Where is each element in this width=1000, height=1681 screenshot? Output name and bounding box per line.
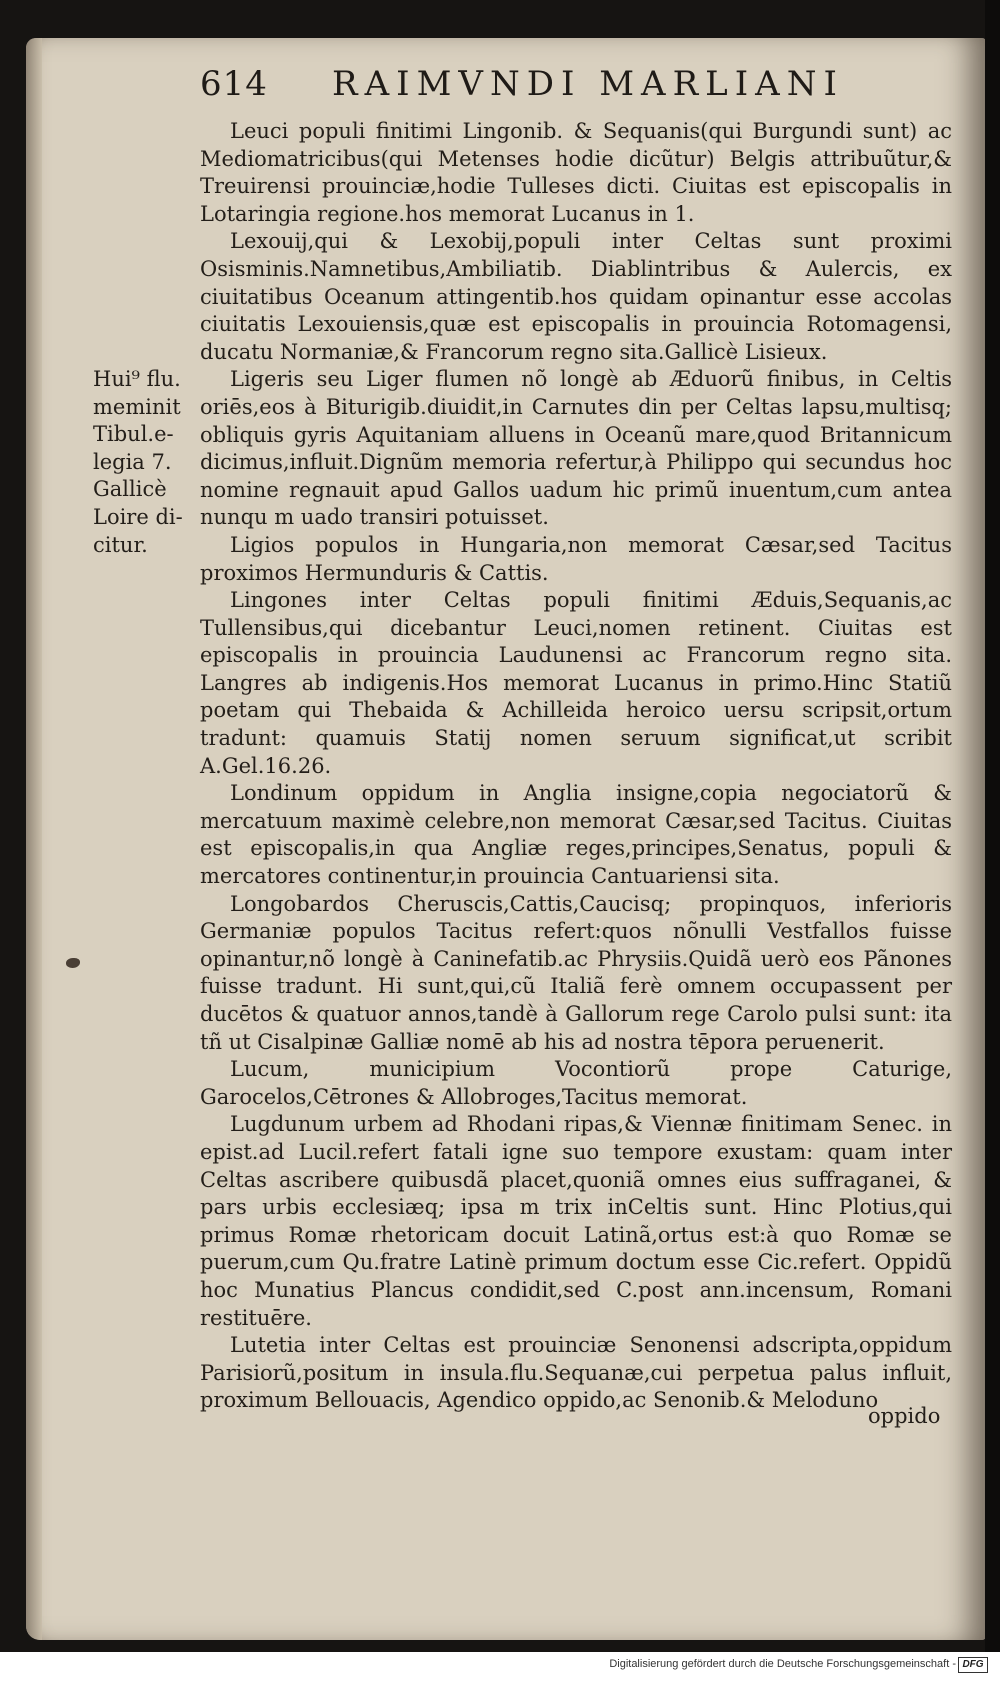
paragraph-ligios: Ligios populos in Hungaria,non memorat Cæsar,sed Tacitus proximos Hermunduris & Cattis. <box>200 532 952 585</box>
paragraph-lexouii: Lexouij,qui & Lexobij,populi inter Celtas sunt proximi Osisminis.Namnetibus,Ambiliatib. Diablintribus & Aulercis, ex ciuitatibus Oceanum attingentib.hos quidam opinantur esse accolas ciuitatis Lexouiensis,quæ est episcopalis in prouincia Rotomagensi, ducatu Normaniæ,& Francorum regno sita.Gallicè Lisieux. <box>200 229 952 364</box>
paragraph-lugdunum: Lugdunum urbem ad Rhodani ripas,& Viennæ finitimam Senec. in epist.ad Lucil.refert fatali igne suo tempore exustam: quam inter Celtas ascribere quibusdã placet,quoniã omnes eius suffraganei, & pars urbis ecclesiæq; ipsa m trix inCeltis sunt. Hinc Plotius,qui primus Romæ rhetoricam docuit Latinã,ortus est:à quo Romæ se puerum,cum Qu.fratre Latinè primum doctum esse Cic.refert. Oppidũ hoc Munatius Plancus condidit,sed C.post ann.incensum, Romani restituēre. <box>200 1112 952 1330</box>
paragraph-lutetia: Lutetia inter Celtas est prouinciæ Senonensi adscripta,oppidum Parisiorũ,positum in insula.flu.Sequanæ,cui perpetua palus influit, proximum Bellouacis, Agendico oppido,ac Senonib.& Meloduno <box>200 1333 952 1413</box>
paragraph-longobardos: Longobardos Cheruscis,Cattis,Caucisq; propinquos, inferioris Germaniæ populos Tacitus refert:quos nõnulli Vestfallos fuisse opinantur,nõ longè à Caninefatib.ac Phrysiis.Quidã uerò eos Pãnones fuisse tradunt. Hi sunt,qui,cũ Italiã ferè omnem occupassent per ducētos & quatuor annos,tandè à Gallorum rege Carolo pulsi sunt: ita tñ ut Cisalpinæ Galliæ nomē ab his ad nostra tēpora peruenerit. <box>200 891 952 1054</box>
funding-note: Digitalisierung gefördert durch die Deutsche Forschungsgemeinschaft - <box>609 1658 956 1670</box>
running-head: RAIMVNDI MARLIANI <box>332 64 844 104</box>
paragraph-ligeris: Ligeris seu Liger flumen nõ longè ab Æduorũ finibus, in Celtis oriēs,eos à Biturigib.diuidit,in Carnutes din per Celtas lapsu,multisq; obliquis gyris Aquitaniam alluens in Oceanũ mare,quod Britannicum dicimus,influit.Dignũm memoria refertur,à Philippo qui secundus hoc nomine regnauit apud Gallos uadum hic primũ inuentum,cum antea nunqu m uado transiri potuisset. <box>200 367 952 530</box>
footer-bar <box>0 1652 1000 1681</box>
paragraph-lucum: Lucum, municipium Vocontiorũ prope Caturige, Garocelos,Cētrones & Allobroges,Tacitus memorat. <box>200 1057 952 1109</box>
book-gutter <box>985 0 1000 1652</box>
margin-note: Hui⁹ flu. meminit Tibul.e- legia 7. Gallicè Loire di- citur. <box>93 367 183 557</box>
catchword: oppido <box>868 1404 941 1428</box>
paragraph-leuci: Leuci populi finitimi Lingonib. & Sequanis(qui Burgundi sunt) ac Mediomatricibus(qui Metenses hodie dicũtur) Belgis attribuũtur,& Treuirensi prouinciæ,hodie Tulleses dicti. Ciuitas est episcopalis in Lotaringia regione.hos memorat Lucanus in 1. <box>200 119 952 226</box>
dfg-logo: DFG <box>958 1657 988 1673</box>
body-text <box>200 118 952 1415</box>
page-number: 614 <box>200 64 268 104</box>
paragraph-lingones: Lingones inter Celtas populi finitimi Æduis,Sequanis,ac Tullensibus,qui dicebantur Leuci,nomen retinent. Ciuitas est episcopalis in prouincia Laudunensi ac Francorum regno sita. Langres ab indigenis.Hos memorat Lucanus in primo.Hinc Statiũ poetam qui Thebaida & Achilleida heroico uersu scripsit,ortum tradunt: quamuis Statij nomen seruum significat,ut scribit A.Gel.16.26. <box>200 588 952 778</box>
page-header <box>200 64 960 116</box>
page-edge <box>26 38 42 1640</box>
paragraph-londinum: Londinum oppidum in Anglia insigne,copia negociatorũ & mercatuum maximè celebre,non memorat Cæsar,sed Tacitus. Ciuitas est episcopalis,in qua Angliæ reges,principes,Senatus, populi & mercatores continentur,in prouincia Cantuariensi sita. <box>200 781 952 889</box>
